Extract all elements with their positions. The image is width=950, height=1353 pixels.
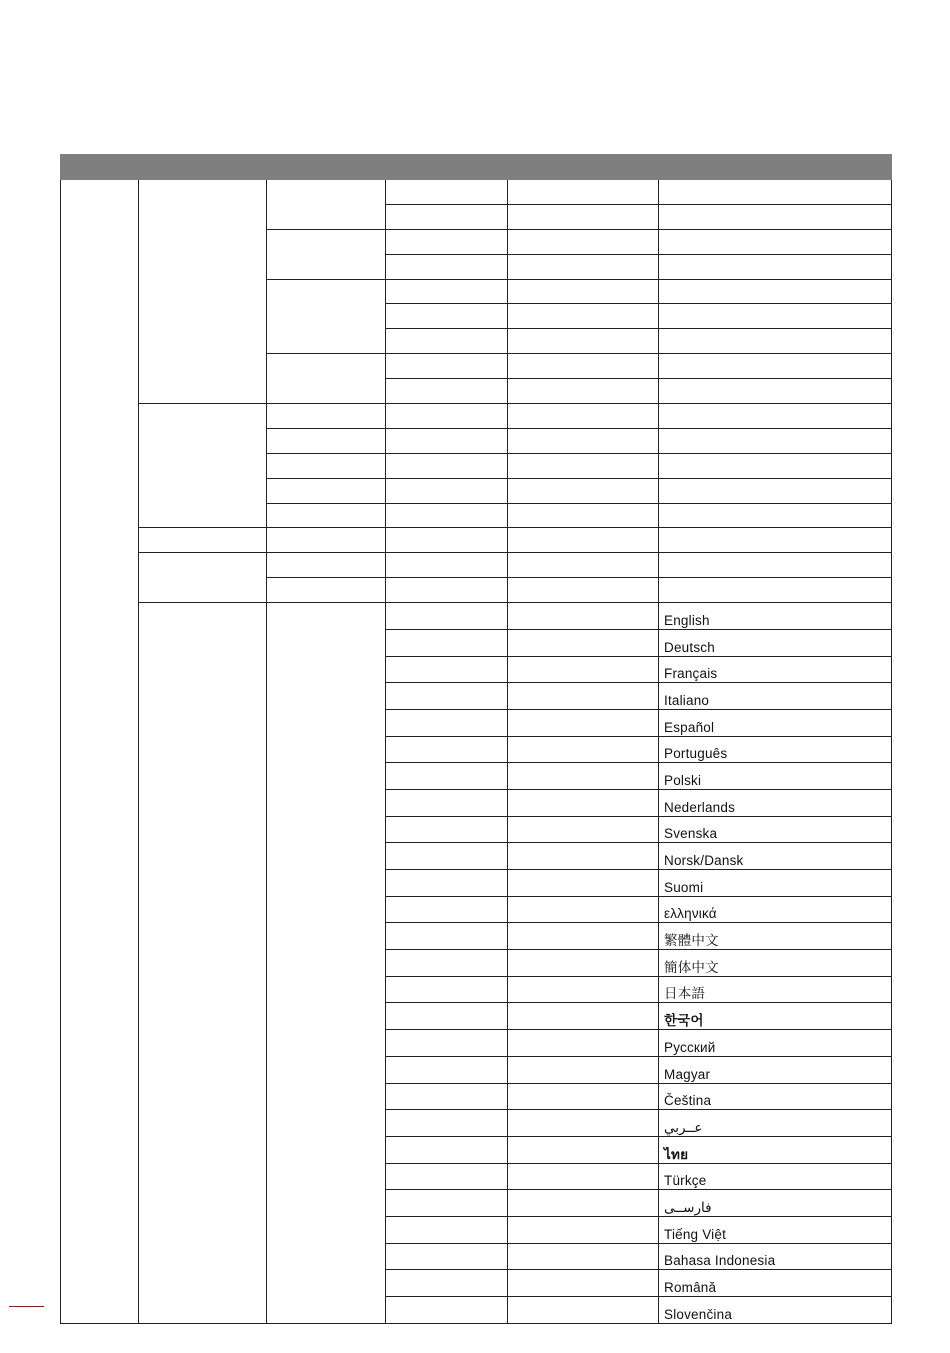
cell: [508, 896, 659, 923]
cell: [659, 404, 892, 429]
cell: [386, 763, 508, 790]
language-option: Bahasa Indonesia: [659, 1243, 892, 1270]
language-option: Norsk/Dansk: [659, 843, 892, 870]
cell: [267, 428, 386, 453]
cell: [386, 279, 508, 304]
submenu-cell: [139, 180, 267, 404]
cell: [386, 1083, 508, 1110]
cell: [386, 329, 508, 354]
table-row: [61, 180, 892, 205]
cell: [659, 279, 892, 304]
cell: [508, 816, 659, 843]
cell: [267, 553, 386, 578]
language-option: Português: [659, 736, 892, 763]
cell: [508, 1216, 659, 1243]
cell: [508, 923, 659, 950]
cell: [659, 578, 892, 603]
cell: [386, 379, 508, 404]
language-option: Svenska: [659, 816, 892, 843]
cell: [386, 1110, 508, 1137]
cell: [508, 528, 659, 553]
cell: [508, 1190, 659, 1217]
cell: [386, 923, 508, 950]
cell: [386, 656, 508, 683]
cell: [508, 1297, 659, 1324]
language-option: Tiếng Việt: [659, 1216, 892, 1243]
cell: [508, 1270, 659, 1297]
cell: [508, 709, 659, 736]
submenu2-cell: [267, 229, 386, 279]
cell: [386, 683, 508, 710]
cell: [508, 1056, 659, 1083]
header-sub-menu-2: [267, 155, 386, 180]
table-row: [61, 528, 892, 553]
cell: [508, 329, 659, 354]
cell: [386, 428, 508, 453]
cell: [659, 528, 892, 553]
cell: [659, 478, 892, 503]
cell: [508, 553, 659, 578]
cell: [386, 354, 508, 379]
cell: [386, 304, 508, 329]
cell: [508, 870, 659, 897]
cell: [386, 976, 508, 1003]
cell: [659, 180, 892, 205]
cell: [386, 1216, 508, 1243]
cell: [386, 1190, 508, 1217]
cell: [508, 254, 659, 279]
cell: [508, 629, 659, 656]
cell: [659, 254, 892, 279]
cell: [386, 204, 508, 229]
language-option: 簡体中文: [659, 950, 892, 977]
cell: [659, 503, 892, 528]
cell: [508, 503, 659, 528]
cell: [659, 204, 892, 229]
cell: [508, 478, 659, 503]
submenu2-cell: [267, 603, 386, 1324]
language-option: Français: [659, 656, 892, 683]
cell: [386, 1056, 508, 1083]
cell: [508, 1003, 659, 1030]
cell: [386, 528, 508, 553]
cell: [659, 304, 892, 329]
cell: [386, 603, 508, 630]
header-sub-menu: [139, 155, 267, 180]
cell: [508, 1030, 659, 1057]
submenu-cell: [139, 553, 267, 603]
language-option: Română: [659, 1270, 892, 1297]
submenu-cell: [139, 603, 267, 1324]
cell: [508, 843, 659, 870]
cell: [386, 578, 508, 603]
footer-accent-line: [9, 1306, 44, 1307]
submenu-cell: [139, 528, 267, 553]
cell: [659, 229, 892, 254]
cell: [386, 896, 508, 923]
cell: [386, 709, 508, 736]
language-option: Italiano: [659, 683, 892, 710]
cell: [659, 553, 892, 578]
cell: [386, 816, 508, 843]
cell: [386, 1297, 508, 1324]
cell: [386, 843, 508, 870]
cell: [508, 453, 659, 478]
cell: [508, 204, 659, 229]
submenu-cell: [139, 404, 267, 528]
header-sub-menu-4: [508, 155, 659, 180]
language-option: فارســی: [659, 1190, 892, 1217]
cell: [508, 180, 659, 205]
cell: [508, 1243, 659, 1270]
cell: [386, 180, 508, 205]
cell: [386, 503, 508, 528]
cell: [386, 1243, 508, 1270]
language-option: Slovenčina: [659, 1297, 892, 1324]
cell: [267, 578, 386, 603]
header-main-menu: [61, 155, 139, 180]
language-option: ไทย: [659, 1136, 892, 1163]
cell: [508, 354, 659, 379]
cell: [386, 254, 508, 279]
cell: [267, 528, 386, 553]
header-values: [659, 155, 892, 180]
cell: [508, 1163, 659, 1190]
cell: [386, 870, 508, 897]
cell: [267, 453, 386, 478]
language-option: 繁體中文: [659, 923, 892, 950]
language-option: Nederlands: [659, 789, 892, 816]
cell: [659, 354, 892, 379]
cell: [386, 404, 508, 429]
cell: [386, 553, 508, 578]
cell: [659, 453, 892, 478]
cell: [386, 1163, 508, 1190]
language-option: 한국어: [659, 1003, 892, 1030]
cell: [508, 950, 659, 977]
cell: [508, 603, 659, 630]
cell: [508, 1136, 659, 1163]
cell: [386, 229, 508, 254]
cell: [508, 683, 659, 710]
cell: [386, 1270, 508, 1297]
language-option: Español: [659, 709, 892, 736]
submenu2-cell: [267, 279, 386, 354]
cell: [386, 453, 508, 478]
language-option: Русский: [659, 1030, 892, 1057]
cell: [386, 1003, 508, 1030]
cell: [386, 789, 508, 816]
language-option: Suomi: [659, 870, 892, 897]
cell: [508, 279, 659, 304]
cell: [386, 1030, 508, 1057]
cell: [386, 1136, 508, 1163]
main-menu-cell: [61, 180, 139, 1324]
language-option: Deutsch: [659, 629, 892, 656]
language-option: Türkçe: [659, 1163, 892, 1190]
cell: [508, 763, 659, 790]
cell: [508, 1083, 659, 1110]
language-option: Magyar: [659, 1056, 892, 1083]
cell: [267, 404, 386, 429]
cell: [386, 950, 508, 977]
cell: [508, 736, 659, 763]
cell: [267, 503, 386, 528]
cell: [386, 478, 508, 503]
language-option: ελληνικά: [659, 896, 892, 923]
language-option: عــربي: [659, 1110, 892, 1137]
cell: [508, 1110, 659, 1137]
cell: [659, 329, 892, 354]
cell: [386, 629, 508, 656]
cell: [267, 478, 386, 503]
submenu2-cell: [267, 354, 386, 404]
header-sub-menu-3: [386, 155, 508, 180]
language-option: 日本語: [659, 976, 892, 1003]
submenu2-cell: [267, 180, 386, 230]
language-option: Čeština: [659, 1083, 892, 1110]
cell: [508, 428, 659, 453]
cell: [659, 379, 892, 404]
cell: [508, 229, 659, 254]
cell: [508, 379, 659, 404]
cell: [386, 736, 508, 763]
cell: [659, 428, 892, 453]
language-option: English: [659, 603, 892, 630]
cell: [508, 578, 659, 603]
table-row: [61, 553, 892, 578]
cell: [508, 404, 659, 429]
cell: [508, 789, 659, 816]
table-header-row: [61, 155, 892, 180]
cell: [508, 304, 659, 329]
cell: [508, 656, 659, 683]
table-row: [61, 603, 892, 630]
menu-tree-table: [60, 154, 892, 1324]
cell: [508, 976, 659, 1003]
table-row: [61, 404, 892, 429]
language-option: Polski: [659, 763, 892, 790]
